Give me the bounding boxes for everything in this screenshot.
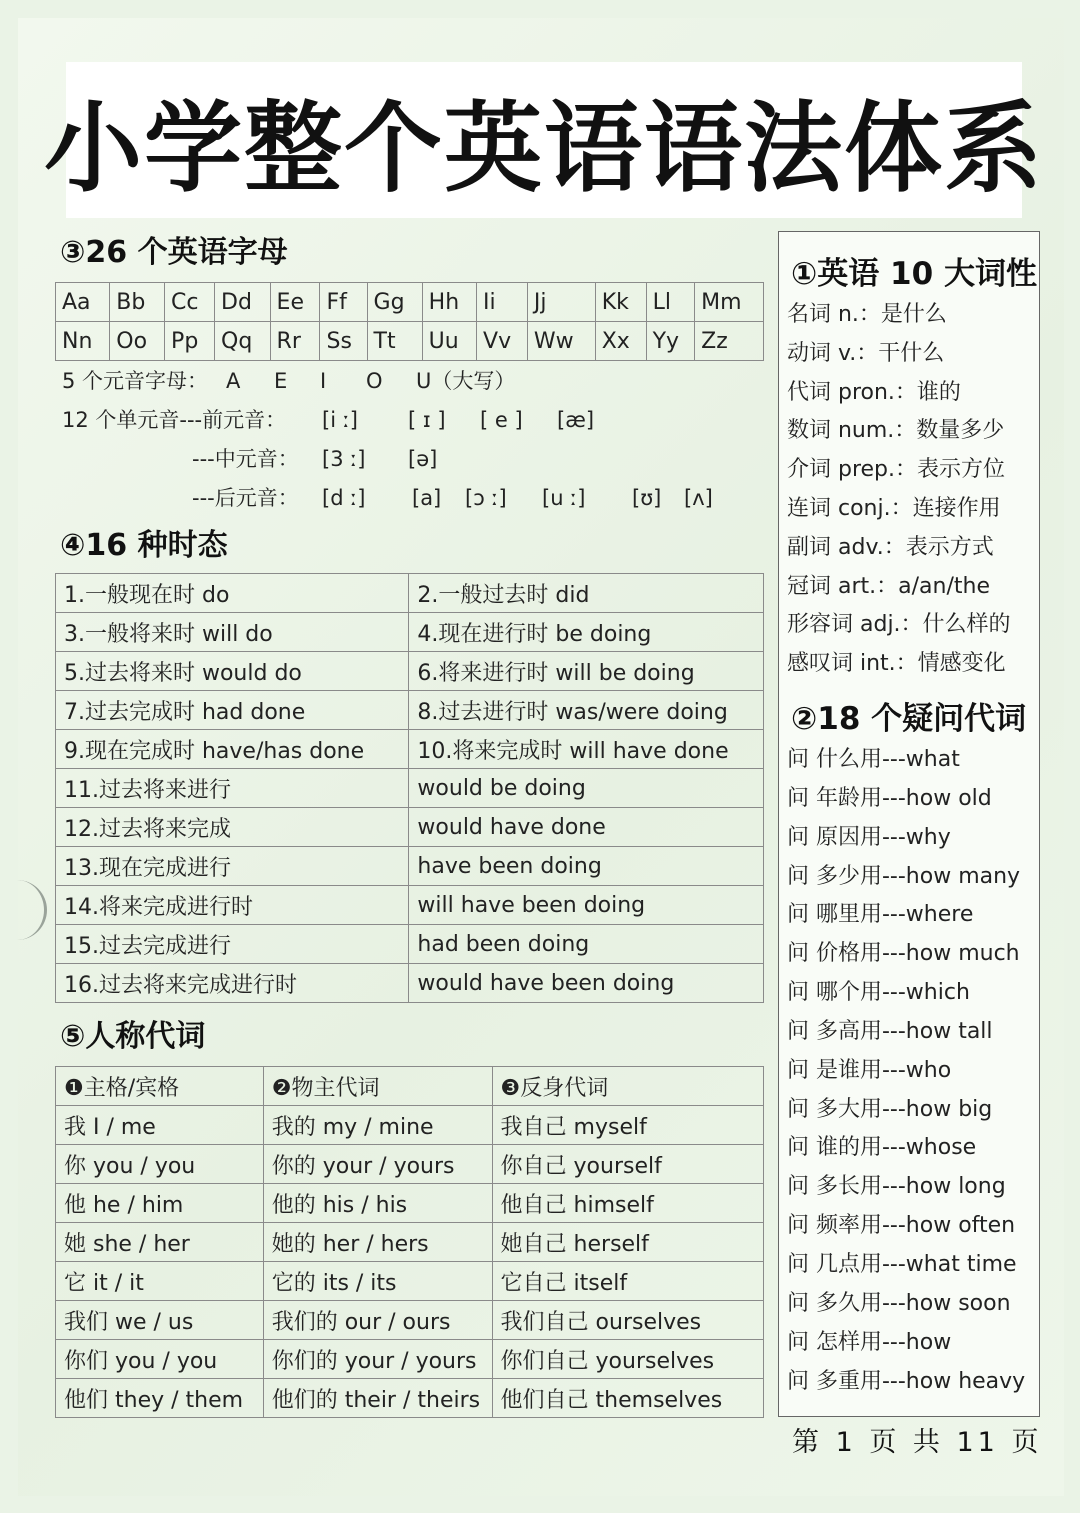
- letter-cell: Aa: [56, 283, 110, 322]
- tense-cell: 6.将来进行时 will be doing: [409, 652, 764, 691]
- tense-row: [56, 730, 764, 769]
- tense-cell: 10.将来完成时 will have done: [409, 730, 764, 769]
- phoneme: [3 ː]: [322, 447, 366, 471]
- tense-row: [56, 964, 764, 1003]
- phoneme: [i ː]: [322, 408, 358, 432]
- parts-of-speech-list: [787, 296, 1011, 684]
- letter-cell: Mm: [695, 283, 764, 322]
- vowel-item: U（大写）: [416, 369, 516, 393]
- part-of-speech-item: 数词 num.：数量多少: [787, 418, 1005, 444]
- question-word-item: 问 多大用---how big: [787, 1096, 993, 1122]
- alphabet-table: [55, 282, 764, 361]
- question-word-item: 问 什么用---what: [787, 747, 960, 772]
- tense-cell: 3.一般将来时 will do: [56, 613, 409, 652]
- letter-cell: Cc: [165, 283, 215, 322]
- tense-cell: 8.过去进行时 was/were doing: [409, 691, 764, 730]
- letter-cell: Kk: [595, 283, 646, 322]
- back-vowels-line: [62, 483, 762, 513]
- tense-row: [56, 574, 764, 613]
- alphabet-row-2: [56, 322, 764, 361]
- letter-cell: Ff: [320, 283, 367, 322]
- letter-cell: Yy: [646, 322, 695, 361]
- phoneme: [æ]: [557, 408, 595, 432]
- pronouns-header-cell: ❷物主代词: [263, 1067, 492, 1106]
- front-vowels-label: 12 个单元音---前元音：: [62, 408, 287, 432]
- tense-row: [56, 691, 764, 730]
- vowel-letters-label: 5 个元音字母：: [62, 369, 209, 393]
- tense-cell: 12.过去将来完成: [56, 808, 409, 847]
- letter-cell: Hh: [422, 283, 476, 322]
- letter-cell: Rr: [270, 322, 320, 361]
- question-word-item: 问 价格用---how much: [787, 941, 1020, 967]
- tense-cell: would be doing: [409, 769, 764, 808]
- pronoun-cell: 他 he / him: [56, 1184, 264, 1223]
- letter-cell: Gg: [367, 283, 422, 322]
- tense-row: [56, 769, 764, 808]
- pronouns-heading: ⑤人称代词: [60, 1019, 206, 1054]
- question-words-heading: ②18 个疑问代词: [791, 701, 1027, 737]
- pronoun-cell: 我们的 our / ours: [263, 1301, 492, 1340]
- vowel-item: E: [274, 369, 288, 393]
- tense-cell: 14.将来完成进行时: [56, 886, 409, 925]
- letter-cell: Nn: [56, 322, 110, 361]
- tense-cell: 15.过去完成进行: [56, 925, 409, 964]
- pronoun-row: [56, 1223, 764, 1262]
- letter-cell: Ss: [320, 322, 367, 361]
- question-word-item: 问 频率用---how often: [787, 1213, 1016, 1239]
- tense-cell: 16.过去将来完成进行时: [56, 964, 409, 1003]
- pronoun-cell: 我自己 myself: [492, 1106, 763, 1145]
- tense-cell: 9.现在完成时 have/has done: [56, 730, 409, 769]
- pronoun-row: [56, 1301, 764, 1340]
- question-word-item: 问 多长用---how long: [787, 1174, 1006, 1200]
- vowel-item: I: [320, 369, 327, 393]
- pronoun-cell: 你的 your / yours: [263, 1145, 492, 1184]
- letter-cell: Ww: [527, 322, 595, 361]
- tense-row: [56, 652, 764, 691]
- question-word-item: 问 是谁用---who: [787, 1057, 952, 1083]
- question-word-item: 问 哪个用---which: [787, 980, 970, 1006]
- pronoun-cell: 我的 my / mine: [263, 1106, 492, 1145]
- letter-cell: Dd: [215, 283, 271, 322]
- pronoun-cell: 它 it / it: [56, 1262, 264, 1301]
- pronoun-cell: 你们 you / you: [56, 1340, 264, 1379]
- tense-row: [56, 847, 764, 886]
- tense-cell: 7.过去完成时 had done: [56, 691, 409, 730]
- pronoun-row: [56, 1145, 764, 1184]
- tense-cell: 5.过去将来时 would do: [56, 652, 409, 691]
- alphabet-row-1: [56, 283, 764, 322]
- page-title: 小学整个英语语法体系: [44, 91, 1045, 206]
- back-vowels-label: ---后元音：: [192, 486, 299, 510]
- part-of-speech-item: 介词 prep.：表示方位: [787, 457, 1006, 483]
- letter-cell: Jj: [527, 283, 595, 322]
- pronoun-cell: 他们的 their / theirs: [263, 1379, 492, 1418]
- tense-cell: will have been doing: [409, 886, 764, 925]
- tense-cell: had been doing: [409, 925, 764, 964]
- tense-cell: 1.一般现在时 do: [56, 574, 409, 613]
- letter-cell: Tt: [367, 322, 422, 361]
- phoneme: [a]: [412, 486, 442, 510]
- tense-cell: 2.一般过去时 did: [409, 574, 764, 613]
- phoneme: [ʊ]: [632, 486, 662, 510]
- central-vowels-line: [62, 444, 762, 474]
- pronoun-cell: 他自己 himself: [492, 1184, 763, 1223]
- pronoun-cell: 你们自己 yourselves: [492, 1340, 763, 1379]
- central-vowels-label: ---中元音：: [192, 447, 299, 471]
- letter-cell: Ii: [477, 283, 528, 322]
- phoneme: [ə]: [408, 447, 438, 471]
- letter-cell: Ee: [270, 283, 320, 322]
- pronoun-cell: 她的 her / hers: [263, 1223, 492, 1262]
- pronouns-header-cell: ❶主格/宾格: [56, 1067, 264, 1106]
- sidebar-panel: [778, 231, 1040, 1417]
- pronoun-row: [56, 1340, 764, 1379]
- tenses-heading: ④16 种时态: [60, 528, 228, 563]
- parts-of-speech-heading: ①英语 10 大词性: [791, 256, 1037, 292]
- part-of-speech-item: 感叹词 int.：情感变化: [787, 651, 1006, 677]
- part-of-speech-item: 动词 v.：干什么: [787, 340, 945, 366]
- pronoun-row: [56, 1262, 764, 1301]
- question-word-item: 问 多少用---how many: [787, 863, 1021, 889]
- tense-cell: 11.过去将来进行: [56, 769, 409, 808]
- part-of-speech-item: 冠词 art.：a/an/the: [787, 573, 990, 599]
- tense-cell: 13.现在完成进行: [56, 847, 409, 886]
- part-of-speech-item: 名词 n.：是什么: [787, 302, 947, 327]
- question-word-item: 问 谁的用---whose: [787, 1135, 977, 1161]
- phoneme: [d ː]: [322, 486, 366, 510]
- question-word-item: 问 多久用---how soon: [787, 1290, 1011, 1316]
- letter-cell: Uu: [422, 322, 476, 361]
- tense-cell: would have done: [409, 808, 764, 847]
- part-of-speech-item: 代词 pron.：谁的: [787, 379, 961, 405]
- pronoun-cell: 它自己 itself: [492, 1262, 763, 1301]
- tense-cell: 4.现在进行时 be doing: [409, 613, 764, 652]
- letter-cell: Pp: [165, 322, 215, 361]
- phoneme: [ ɪ ]: [408, 408, 446, 432]
- pronoun-cell: 我们自己 ourselves: [492, 1301, 763, 1340]
- phoneme: [u ː]: [542, 486, 586, 510]
- part-of-speech-item: 连词 conj.：连接作用: [787, 495, 1001, 521]
- vowel-item: A: [226, 369, 241, 393]
- pronouns-header-cell: ❸反身代词: [492, 1067, 763, 1106]
- tense-row: [56, 886, 764, 925]
- question-word-item: 问 多重用---how heavy: [787, 1368, 1026, 1394]
- pronoun-cell: 他的 his / his: [263, 1184, 492, 1223]
- tenses-table: [55, 573, 764, 1003]
- letter-cell: Ll: [646, 283, 695, 322]
- letter-cell: Vv: [477, 322, 528, 361]
- tense-row: [56, 925, 764, 964]
- front-vowels-line: [62, 405, 762, 435]
- vowel-letters-line: [62, 366, 762, 396]
- pronoun-cell: 你自己 yourself: [492, 1145, 763, 1184]
- pronoun-cell: 他们自己 themselves: [492, 1379, 763, 1418]
- letter-cell: Xx: [595, 322, 646, 361]
- pronoun-cell: 他们 they / them: [56, 1379, 264, 1418]
- phoneme: [ɔ ː]: [465, 486, 507, 510]
- letter-cell: Zz: [695, 322, 764, 361]
- tense-cell: would have been doing: [409, 964, 764, 1003]
- page-number: 第 1 页 共 11 页: [792, 1427, 1043, 1458]
- pronoun-row: [56, 1184, 764, 1223]
- question-word-item: 问 原因用---why: [787, 824, 951, 850]
- pronouns-table: [55, 1066, 764, 1418]
- question-word-item: 问 哪里用---where: [787, 902, 974, 928]
- phoneme: [ e ]: [480, 408, 523, 432]
- letter-cell: Qq: [215, 322, 271, 361]
- title-banner: [44, 62, 1045, 218]
- tense-row: [56, 808, 764, 847]
- question-words-list: [787, 741, 1025, 1401]
- question-word-item: 问 几点用---what time: [787, 1251, 1017, 1277]
- pronoun-row: [56, 1379, 764, 1418]
- pronoun-cell: 她自己 herself: [492, 1223, 763, 1262]
- vowel-item: O: [366, 369, 383, 393]
- pronoun-cell: 她 she / her: [56, 1223, 264, 1262]
- question-word-item: 问 多高用---how tall: [787, 1018, 993, 1044]
- pronoun-cell: 我 I / me: [56, 1106, 264, 1145]
- letter-cell: Oo: [110, 322, 165, 361]
- phoneme: [ʌ]: [684, 486, 713, 510]
- letter-cell: Bb: [110, 283, 165, 322]
- pronoun-cell: 它的 its / its: [263, 1262, 492, 1301]
- question-word-item: 问 怎样用---how: [787, 1329, 952, 1355]
- pronoun-cell: 你们的 your / yours: [263, 1340, 492, 1379]
- part-of-speech-item: 形容词 adj.：什么样的: [787, 612, 1011, 638]
- pronoun-row: [56, 1106, 764, 1145]
- alphabet-heading: ③26 个英语字母: [60, 235, 288, 270]
- question-word-item: 问 年龄用---how old: [787, 785, 992, 811]
- pronoun-cell: 我们 we / us: [56, 1301, 264, 1340]
- part-of-speech-item: 副词 adv.：表示方式: [787, 534, 994, 560]
- tense-cell: have been doing: [409, 847, 764, 886]
- pronoun-cell: 你 you / you: [56, 1145, 264, 1184]
- tense-row: [56, 613, 764, 652]
- pronouns-header-row: [56, 1067, 764, 1106]
